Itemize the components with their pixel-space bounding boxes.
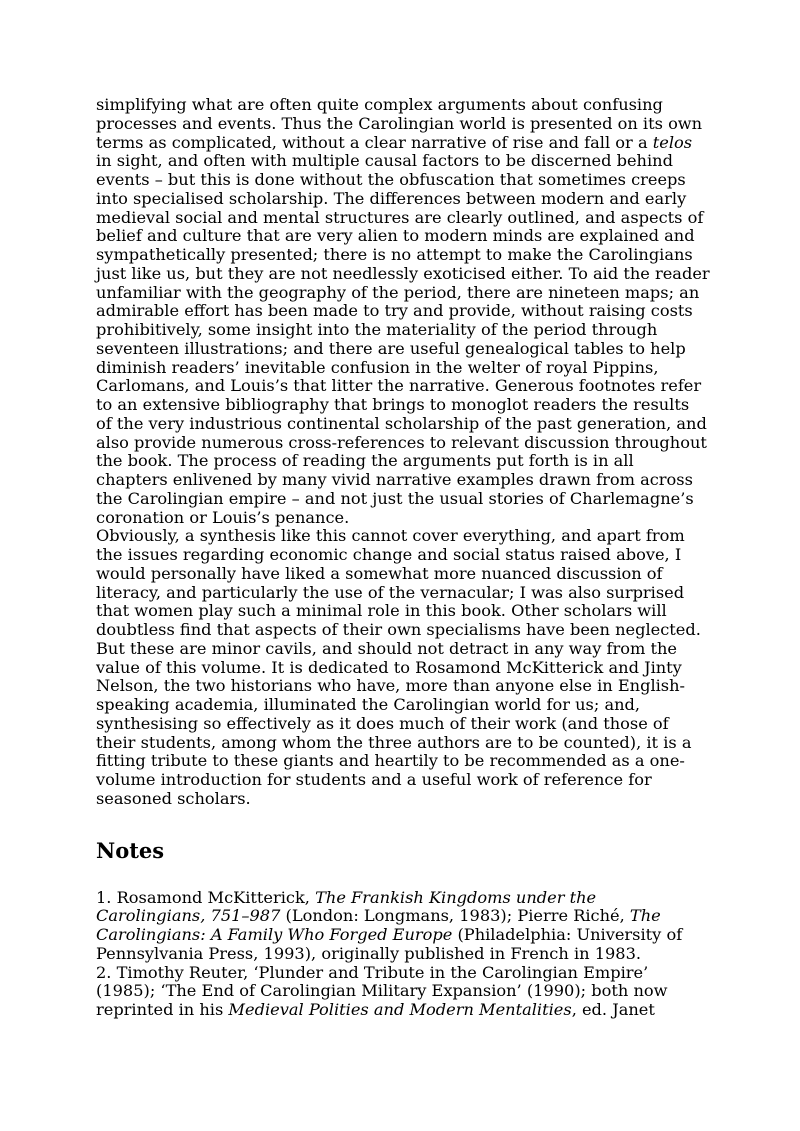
book-title: Medieval Polities and Modern Mentalities <box>228 1000 572 1019</box>
text-run: simplifying what are often quite complex arguments about confusing processes and events. Thus the Carolingian world is presented on its own terms as complicated, without a clear narrative of rise and fall or a <box>96 95 703 152</box>
text-run: , ed. Janet <box>571 1000 655 1019</box>
text-run: 2. Timothy Reuter, ‘Plunder and Tribute in the Carolingian Empire’ (1985); ‘The End of Carolingian Military Expansion’ (1990); both now reprinted in his <box>96 962 668 1019</box>
body-text <box>96 96 710 809</box>
text-run: in sight, and often with multiple causal factors to be discerned behind events – but this is done without the obfuscation that sometimes creeps into specialised scholarship. The differences between modern and early medieval social and mental structures are clearly outlined, and aspects of belief and culture that are very alien to modern minds are explained and sympathetically presented; there is no attempt to make the Carolingians just like us, but they are not needlessly exoticised either. To aid the reader unfamiliar with the geography of the period, there are nineteen maps; an admirable effort has been made to try and provide, without raising costs prohibitively, some insight into the materiality of the period through seventeen illustrations; and there are useful genealogical tables to help diminish readers’ inevitable confusion in the welter of royal Pippins, Carlomans, and Louis’s that litter the narrative. Generous footnotes refer to an extensive bibliography that brings to monoglot readers the results of the very industrious continental scholarship of the past generation, and also provide numerous cross-references to relevant discussion throughout the book. The process of reading the arguments put forth is in all chapters enlivened by many vivid narrative examples drawn from across the Carolingian empire – and not just the usual stories of Charlemagne’s coronation or Louis’s penance. <box>96 151 710 527</box>
book-title: The Carolingians: A Family Who Forged Europe <box>96 906 661 944</box>
note-item-2 <box>96 964 710 1020</box>
book-title: The Frankish Kingdoms under the Carolingians, 751–987 <box>96 887 597 926</box>
text-run: 1. Rosamond McKitterick, <box>96 887 316 907</box>
text-run-italic: telos <box>652 132 693 152</box>
notes-list <box>96 889 710 1020</box>
body-paragraph-2 <box>96 527 710 808</box>
notes-heading: Notes <box>96 837 165 863</box>
body-paragraph-1 <box>96 96 710 527</box>
document-page <box>96 96 710 1020</box>
text-run: Obviously, a synthesis like this cannot cover everything, and apart from the issues regarding economic change and social status raised above, I would personally have liked a somewhat more nuanced discussion of literacy, and particularly the use of the vernacular; I was also surprised that women play such a minimal role in this book. Other scholars will doubtless find that aspects of their own specialisms have been neglected. But these are minor cavils, and should not detract in any way from the value of this volume. It is dedicated to Rosamond McKitterick and Jinty Nelson, the two historians who have, more than anyone else in English-speaking academia, illuminated the Carolingian world for us; and, synthesising so effectively as it does much of their work (and those of their students, among whom the three authors are to be counted), it is a fitting tribute to these giants and heartily to be recommended as a one-volume introduction for students and a useful work of reference for seasoned scholars. <box>96 526 701 808</box>
note-item-1 <box>96 889 710 964</box>
text-run: (Philadelphia: University of Pennsylvania Press, 1993), originally published in French in 1983. <box>96 925 683 963</box>
text-run: (London: Longmans, 1983); Pierre Riché, <box>280 906 630 926</box>
